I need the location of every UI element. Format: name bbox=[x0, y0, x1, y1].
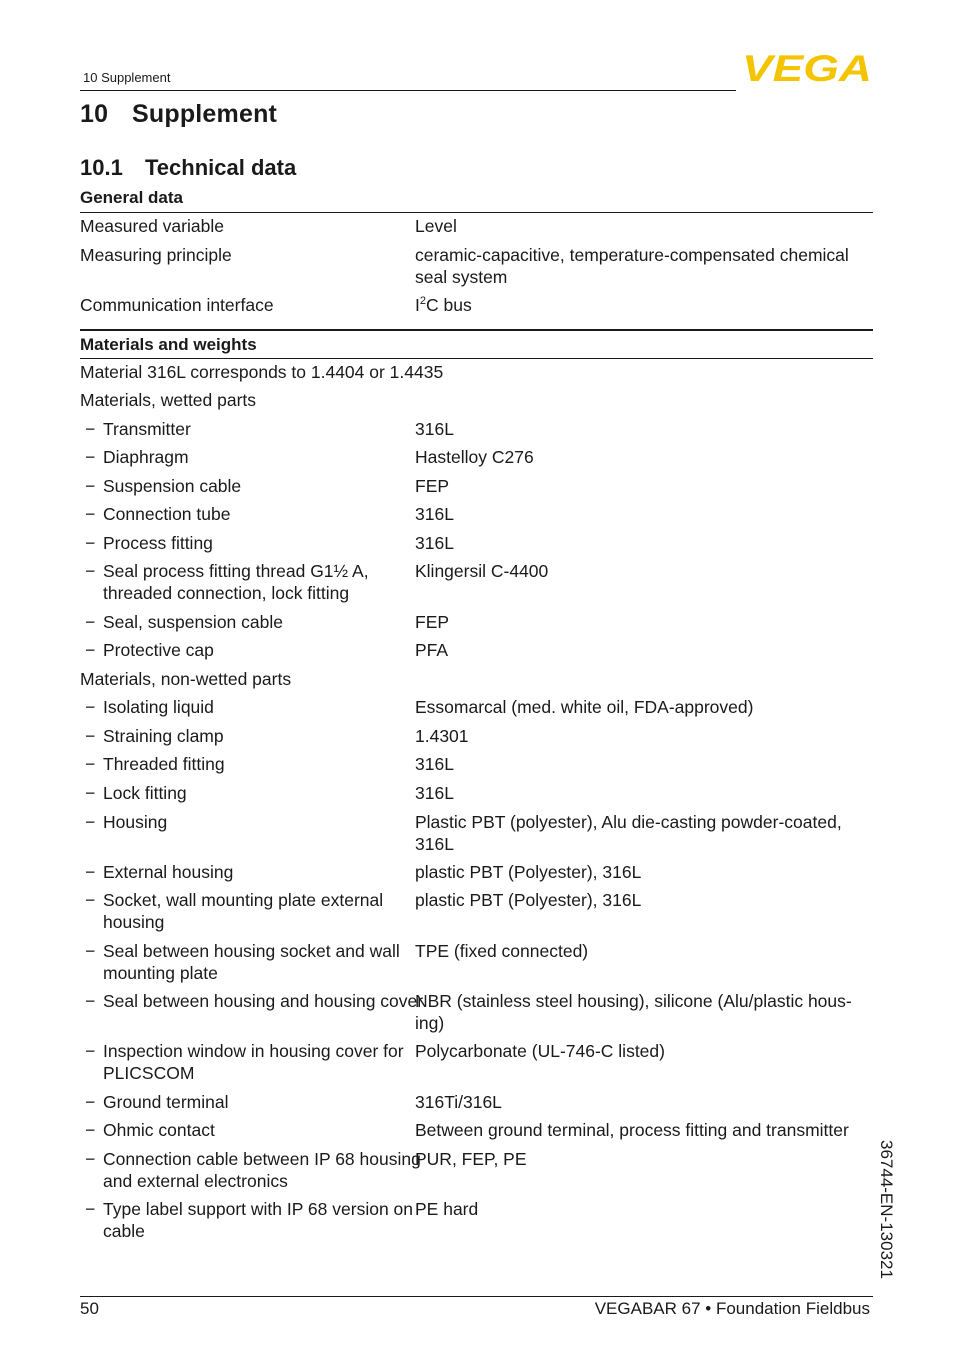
spec-label: − Threaded fitting bbox=[85, 754, 225, 774]
spec-label: − Seal, suspension cable bbox=[85, 612, 283, 632]
spec-value: plastic PBT (Polyester), 316L bbox=[415, 890, 642, 910]
spec-label: − Seal process fitting thread G1½ A, threaded connection, lock fitting bbox=[85, 561, 369, 603]
spec-label: Measuring principle bbox=[80, 245, 232, 265]
spec-label: − Lock fitting bbox=[85, 783, 187, 803]
spec-label: − External housing bbox=[85, 862, 234, 882]
spec-value: plastic PBT (Polyester), 316L bbox=[415, 862, 642, 882]
spec-label: − Straining clamp bbox=[85, 726, 224, 746]
subsection-number: 10.1 bbox=[80, 155, 123, 180]
spec-label: − Transmitter bbox=[85, 419, 191, 439]
spec-label: − Inspection window in housing cover for PLICSCOM bbox=[85, 1041, 404, 1083]
spec-value: 316L bbox=[415, 754, 454, 774]
spec-value: Between ground terminal, process fitting and transmitter bbox=[415, 1120, 849, 1140]
spec-label: − Diaphragm bbox=[85, 447, 189, 467]
logo-text: VEGA bbox=[742, 52, 872, 84]
spec-value: TPE (fixed connected) bbox=[415, 941, 589, 961]
materials-heading: Materials and weights bbox=[80, 335, 257, 354]
running-header: 10 Supplement bbox=[83, 70, 171, 85]
spec-label: − Housing bbox=[85, 812, 168, 832]
materials-top-rule bbox=[80, 329, 873, 331]
spec-label: Communication interface bbox=[80, 295, 274, 315]
spec-label: − Connection cable between IP 68 housing and external electronics bbox=[85, 1149, 421, 1191]
general-data-rule bbox=[80, 212, 873, 213]
spec-label: − Connection tube bbox=[85, 504, 231, 524]
spec-value: NBR (stainless steel housing), silicone (Alu/plastic hous-ing) bbox=[415, 991, 852, 1033]
spec-label: − Socket, wall mounting plate external housing bbox=[85, 890, 384, 932]
spec-label: − Ground terminal bbox=[85, 1092, 229, 1112]
spec-label: − Seal between housing socket and wall mounting plate bbox=[85, 941, 400, 983]
header-rule bbox=[80, 90, 736, 91]
spec-label: − Ohmic contact bbox=[85, 1120, 215, 1140]
spec-label: − Type label support with IP 68 version on cable bbox=[85, 1199, 414, 1241]
vega-logo bbox=[742, 52, 874, 84]
spec-label: − Suspension cable bbox=[85, 476, 242, 496]
section-title bbox=[80, 100, 277, 129]
spec-value: Essomarcal (med. white oil, FDA-approved) bbox=[415, 697, 754, 717]
page-number: 50 bbox=[80, 1299, 99, 1318]
spec-value: PE hard bbox=[415, 1199, 479, 1219]
general-data-heading: General data bbox=[80, 188, 183, 207]
spec-label: − Isolating liquid bbox=[85, 697, 214, 717]
spec-label: − Process fitting bbox=[85, 533, 213, 553]
spec-label: Measured variable bbox=[80, 216, 224, 236]
spec-value: Polycarbonate (UL-746-C listed) bbox=[415, 1041, 665, 1061]
document-id: 36744-EN-130321 bbox=[877, 1140, 896, 1279]
spec-value: PFA bbox=[415, 640, 449, 660]
subsection-title-text: Technical data bbox=[145, 155, 297, 180]
spec-value: ceramic-capacitive, temperature-compensated chemical seal system bbox=[415, 245, 849, 287]
spec-value: FEP bbox=[415, 476, 450, 496]
spec-value: 316Ti/316L bbox=[415, 1092, 502, 1112]
spec-value: 316L bbox=[415, 783, 454, 803]
spec-value: FEP bbox=[415, 612, 450, 632]
spec-value: Level bbox=[415, 216, 457, 236]
section-title-text: Supplement bbox=[132, 100, 278, 128]
spec-value: PUR, FEP, PE bbox=[415, 1149, 527, 1169]
materials-rule bbox=[80, 358, 873, 359]
spec-value: 316L bbox=[415, 504, 454, 524]
spec-value: 316L bbox=[415, 533, 454, 553]
spec-value: Plastic PBT (polyester), Alu die-casting powder-coated, 316L bbox=[415, 812, 842, 854]
spec-label: − Seal between housing and housing cover bbox=[85, 991, 424, 1011]
spec-value: 1.4301 bbox=[415, 726, 469, 746]
product-name: VEGABAR 67 • Foundation Fieldbus bbox=[594, 1299, 870, 1318]
spec-label: − Protective cap bbox=[85, 640, 214, 660]
spec-value: Klingersil C-4400 bbox=[415, 561, 549, 581]
subsection-title bbox=[80, 155, 296, 181]
footer-rule bbox=[80, 1296, 873, 1297]
spec-value: Hastelloy C276 bbox=[415, 447, 534, 467]
spec-value: $I^2C$ bus bbox=[415, 295, 472, 315]
section-number: 10 bbox=[80, 100, 109, 128]
spec-value: 316L bbox=[415, 419, 454, 439]
